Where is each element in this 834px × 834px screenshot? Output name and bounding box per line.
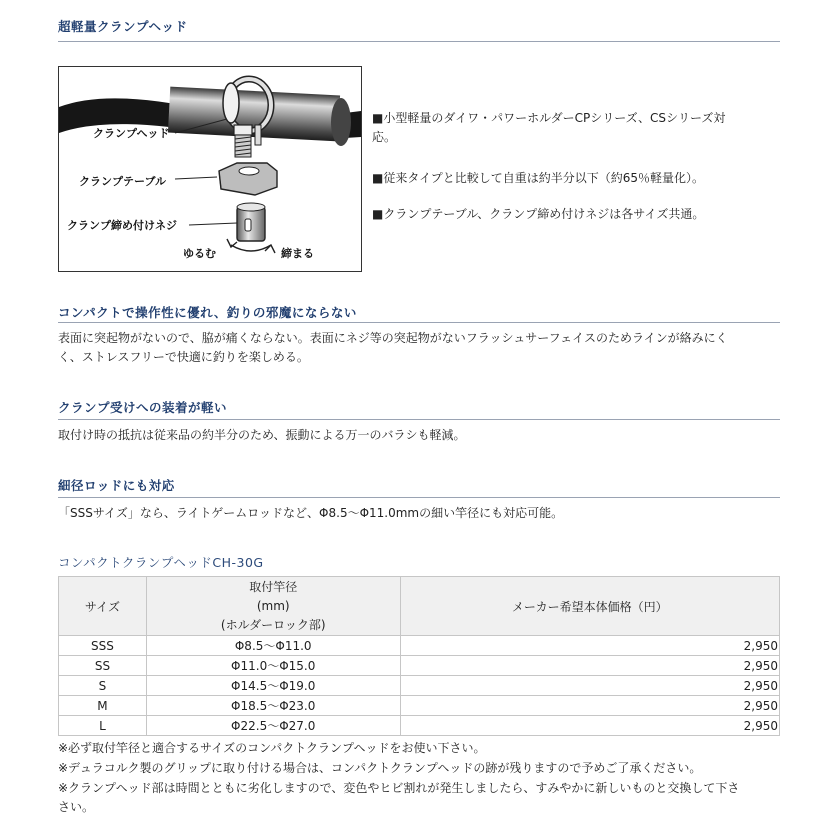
- cell-size: M: [59, 696, 147, 716]
- section-title-compact: コンパクトで操作性に優れ、釣りの邪魔にならない: [58, 305, 357, 320]
- feature-line-4: ■クランプテーブル、クランプ締め付けネジは各サイズ共通。: [372, 207, 705, 221]
- label-clamp-head: クランプヘッド: [93, 127, 170, 140]
- cell-size: SSS: [59, 636, 147, 656]
- cell-size: S: [59, 676, 147, 696]
- section-divider: [58, 322, 780, 323]
- note-2: ※デュラコルク製のグリップに取り付ける場合は、コンパクトクランプヘッドの跡が残りますので予めご了承ください。: [58, 761, 702, 775]
- table-row: [59, 716, 780, 736]
- section-divider: [58, 41, 780, 42]
- cell-diameter: Φ8.5〜Φ11.0: [146, 636, 400, 656]
- header-diameter-line2: (mm): [256, 598, 290, 613]
- section-title-easy-mount: クランプ受けへの装着が軽い: [58, 400, 228, 415]
- clamp-diagram-svg: [59, 67, 361, 271]
- cell-size: SS: [59, 656, 147, 676]
- cell-diameter: Φ18.5〜Φ23.0: [146, 696, 400, 716]
- note-3-line-2: さい。: [58, 800, 95, 814]
- section-body-compact-2: く、ストレスフリーで快適に釣りを楽しめる。: [58, 350, 309, 364]
- label-clamp-table: クランプテーブル: [79, 175, 167, 188]
- label-loosen: ゆるむ: [183, 247, 216, 260]
- table-title: コンパクトクランプヘッドCH-30G: [58, 555, 264, 570]
- cell-price: 2,950: [400, 676, 779, 696]
- table-header-row: [59, 577, 780, 636]
- table-row: [59, 636, 780, 656]
- note-3-line-1: ※クランプヘッド部は時間とともに劣化しますので、変色やヒビ割れが発生しましたら、すみやかに新しいものと交換して下さ: [58, 781, 740, 795]
- spec-table: [58, 576, 780, 736]
- table-row: [59, 656, 780, 676]
- label-clamp-screw: クランプ締め付けネジ: [67, 219, 177, 232]
- cell-diameter: Φ14.5〜Φ19.0: [146, 676, 400, 696]
- feature-line-3: ■従来タイプと比較して自重は約半分以下（約65％軽量化）。: [372, 171, 705, 185]
- table-row: [59, 696, 780, 716]
- cell-diameter: Φ22.5〜Φ27.0: [146, 716, 400, 736]
- cell-price: 2,950: [400, 696, 779, 716]
- section-title-thin-rod: 細径ロッドにも対応: [58, 478, 175, 493]
- section-divider: [58, 419, 780, 420]
- section-body-thin-rod: 「SSSサイズ」なら、ライトゲームロッドなど、Φ8.5〜Φ11.0mmの細い竿径にも対応可能。: [58, 506, 564, 520]
- note-1: ※必ず取付竿径と適合するサイズのコンパクトクランプヘッドをお使い下さい。: [58, 741, 486, 755]
- label-tighten: 締まる: [281, 247, 314, 260]
- cell-price: 2,950: [400, 636, 779, 656]
- header-diameter-line3: (ホルダーロック部): [220, 617, 326, 632]
- cell-price: 2,950: [400, 656, 779, 676]
- feature-line-2: 応。: [372, 130, 397, 144]
- section-divider: [58, 497, 780, 498]
- header-diameter: [146, 577, 400, 636]
- section-body-compact-1: 表面に突起物がないので、脇が痛くならない。表面にネジ等の突起物がないフラッシュサーフェイスのためラインが絡みにく: [58, 331, 728, 345]
- clamp-illustration: [58, 66, 362, 272]
- header-price: メーカー希望本体価格（円）: [400, 577, 779, 636]
- section-body-easy-mount: 取付け時の抵抗は従来品の約半分のため、振動による万一のバラシも軽減。: [58, 428, 466, 442]
- cell-price: 2,950: [400, 716, 779, 736]
- table-row: [59, 676, 780, 696]
- cell-size: L: [59, 716, 147, 736]
- section-title-ultralight: 超軽量クランプヘッド: [58, 19, 188, 34]
- cell-diameter: Φ11.0〜Φ15.0: [146, 656, 400, 676]
- header-diameter-line1: 取付竿径: [249, 579, 298, 594]
- header-size: サイズ: [59, 577, 147, 636]
- feature-line-1: ■小型軽量のダイワ・パワーホルダーCPシリーズ、CSシリーズ対: [372, 111, 726, 125]
